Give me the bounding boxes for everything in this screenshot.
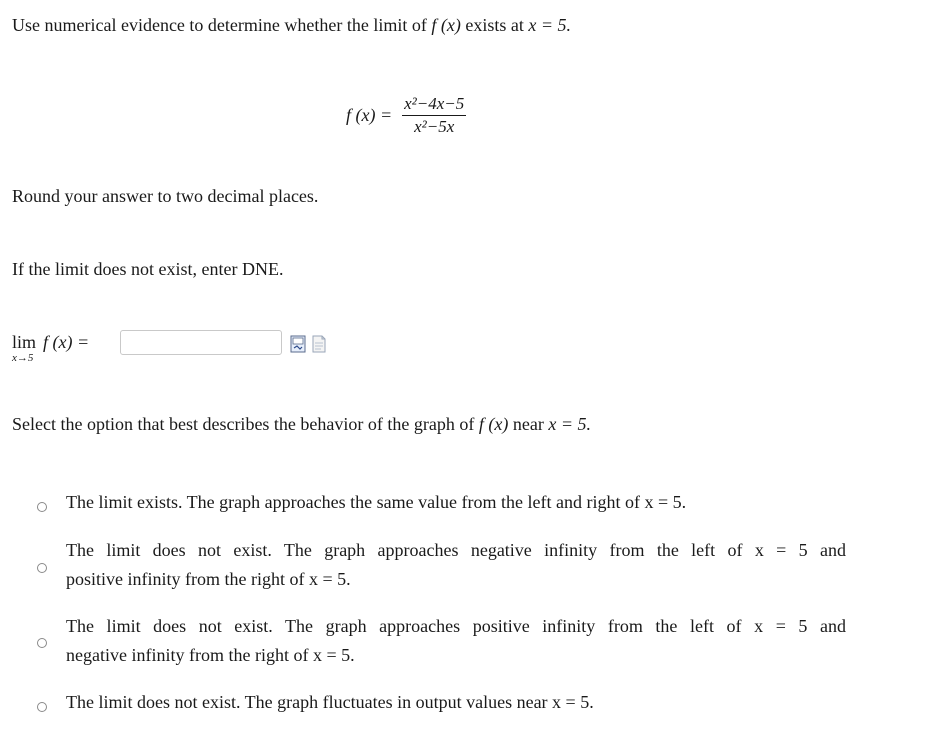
select-prompt-text: Select the option that best describes the behavior of the graph of: [12, 414, 475, 434]
limit-subscript: x→5: [12, 352, 34, 364]
option-4-line1: The limit does not exist. The graph fluctuates in output values near x = 5.: [66, 692, 594, 712]
option-radio-4[interactable]: [37, 702, 47, 712]
option-label-1[interactable]: [66, 488, 846, 517]
lim-word: lim: [12, 332, 37, 352]
option-label-3[interactable]: [66, 612, 846, 670]
option-radio-3[interactable]: [37, 638, 47, 648]
preview-icon[interactable]: [311, 335, 327, 353]
limit-fx: f (x) =: [43, 332, 90, 352]
option-3-line2: negative infinity from the right of x = 5.: [66, 645, 355, 665]
option-radio-2[interactable]: [37, 563, 47, 573]
formula-denominator: x²−5x: [414, 116, 455, 136]
prompt-text: Use numerical evidence to determine whether the limit of: [12, 15, 427, 35]
formula-lhs: f (x) =: [346, 105, 393, 125]
option-2-line1: The limit does not exist. The graph approaches negative infinity from the left of x = 5 and: [66, 540, 846, 560]
select-prompt-near: near: [512, 414, 544, 434]
prompt-tail: exists at: [465, 15, 524, 35]
select-prompt: [12, 412, 591, 436]
option-radio-1[interactable]: [37, 502, 47, 512]
option-label-4[interactable]: [66, 688, 846, 717]
limit-answer-input[interactable]: [120, 330, 282, 355]
dne-instruction: If the limit does not exist, enter DNE.: [12, 259, 284, 279]
equation-editor-icon[interactable]: [290, 335, 306, 353]
option-2-line2: positive infinity from the right of x = 5.: [66, 569, 351, 589]
limit-expression: [12, 330, 89, 354]
question-prompt: [12, 13, 571, 37]
option-1-line1: The limit exists. The graph approaches the same value from the left and right of x = 5.: [66, 492, 687, 512]
select-prompt-eq: x = 5.: [548, 414, 591, 434]
select-prompt-fx: f (x): [478, 414, 509, 434]
option-3-line1: The limit does not exist. The graph approaches positive infinity from the left of x = 5 and: [66, 616, 846, 636]
prompt-fx: f (x): [431, 15, 461, 35]
formula-fraction: [402, 94, 466, 137]
option-label-2[interactable]: [66, 536, 846, 594]
formula-numerator: x²−4x−5: [402, 94, 466, 116]
prompt-eq: x = 5.: [528, 15, 571, 35]
function-formula: [346, 86, 466, 144]
round-instruction: Round your answer to two decimal places.: [12, 186, 319, 206]
